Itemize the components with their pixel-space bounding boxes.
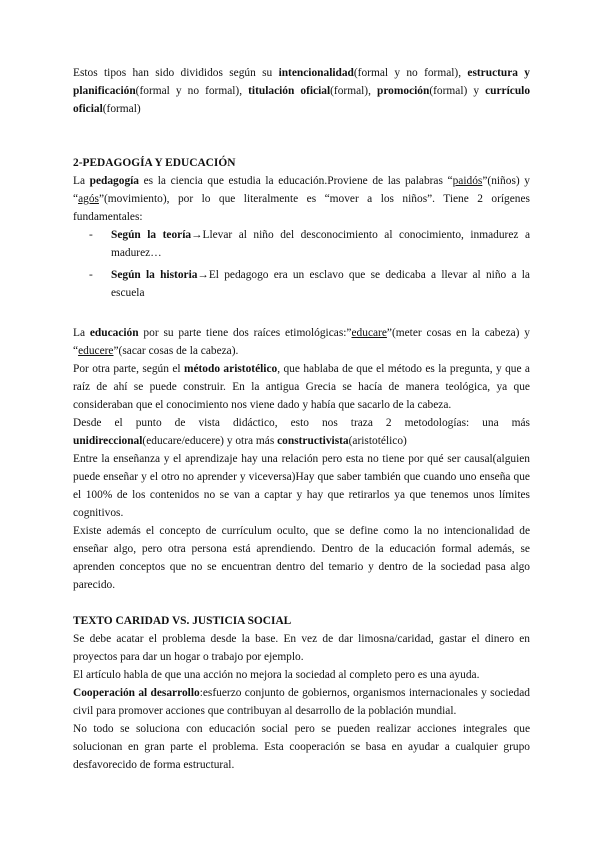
list-item	[73, 266, 530, 302]
caridad-paragraph-4: No todo se soluciona con educación social pero se pueden realizar acciones integrales que solucionan en gran parte el problema. Esta cooperación se basa en ayudar a cualquier grupo desfavorecido de forma estructural.	[73, 723, 530, 771]
text-run: (formal y no formal),	[135, 85, 249, 97]
text-run: (formal) y	[429, 85, 486, 97]
underlined-term: educere	[78, 345, 114, 357]
metodo-paragraph	[73, 360, 530, 414]
section-heading-pedagogia: 2-PEDAGOGÍA Y EDUCACIÓN	[73, 157, 236, 169]
bold-term: Según la teoría→	[111, 229, 203, 241]
text-run: (formal),	[330, 85, 377, 97]
text-run: La	[73, 175, 90, 187]
educacion-paragraph	[73, 324, 530, 360]
text-run: Desde el punto de vista didáctico, esto nos traza 2 metodologías: una más	[73, 417, 530, 429]
bold-term: Según la historia→	[111, 269, 209, 281]
metodologias-paragraph	[73, 414, 530, 450]
text-run: ”(sacar cosas de la cabeza).	[113, 345, 239, 357]
underlined-term: educare	[351, 327, 387, 339]
curriculum-paragraph: Existe además el concepto de currículum oculto, que se define como la no intencionalidad de enseñar algo, pero otra persona está aprendiendo. Dentro de la educación formal además, se aprenden conceptos que no se encuentran dentro del temario y dentro de la sociedad pasa algo parecido.	[73, 525, 530, 591]
text-run: es la ciencia que estudia la educación.Proviene de las palabras “	[139, 175, 453, 187]
text-run: Llevar al niño del desconocimiento al conocimiento, inmadurez a madurez…	[111, 229, 530, 259]
text-run: (formal)	[102, 103, 141, 115]
list-item	[73, 226, 530, 262]
text-run: por su parte tiene dos raíces etimológicas:”	[138, 327, 352, 339]
origins-list	[73, 226, 530, 302]
cooperacion-paragraph	[73, 684, 530, 720]
underlined-term: paidós	[452, 175, 483, 187]
text-run: Estos tipos han sido divididos según su	[73, 67, 279, 79]
caridad-paragraph-2: El artículo habla de que una acción no mejora la sociedad al completo pero es una ayuda.	[73, 669, 480, 681]
bold-term: método aristotélico	[183, 363, 278, 375]
text-run: El pedagogo era un esclavo que se dedicaba a llevar al niño a la escuela	[111, 269, 530, 299]
bold-term: titulación oficial	[248, 85, 331, 97]
section-heading-caridad: TEXTO CARIDAD VS. JUSTICIA SOCIAL	[73, 615, 292, 627]
bold-term: Cooperación al desarrollo	[73, 687, 200, 699]
text-run: , que hablaba de que el método es la pregunta, y que a raíz de ahí se puede construir. En la antigua Grecia se hacía de manera teológica, ya que consideraban que el conocimiento nos viene dado y había que sacarlo de la cabeza.	[73, 363, 530, 411]
text-run: La	[73, 327, 90, 339]
text-run: :esfuerzo conjunto de gobiernos, organismos internacionales y sociedad civil para promover acciones que contribuyan al desarrollo de la población mundial.	[73, 687, 530, 717]
text-run: (aristotélico)	[348, 435, 407, 447]
bold-term: pedagogía	[89, 175, 140, 187]
text-run: ”(niños) y “	[73, 175, 530, 205]
caridad-paragraph-1: Se debe acatar el problema desde la base. En vez de dar limosna/caridad, gastar el dinero en proyectos para dar un hogar o trabajo por ejemplo.	[73, 633, 530, 663]
pedagogia-paragraph	[73, 172, 530, 226]
document-page	[73, 64, 530, 774]
bold-term: constructivista	[277, 435, 349, 447]
underlined-term: agós	[78, 193, 99, 205]
bold-term: unidireccional	[73, 435, 143, 447]
bold-term: educación	[89, 327, 139, 339]
text-run: ”(meter cosas en la cabeza) y “	[73, 327, 531, 357]
text-run: (educare/educere) y otra más	[142, 435, 278, 447]
ensenanza-paragraph: Entre la enseñanza y el aprendizaje hay una relación pero esta no tiene por qué ser causal(alguien puede enseñar y el otro no aprender y viceversa)Hay que saber también que cuando uno enseña que el 100% de los contenidos no se van a captar y hay que retirarlos ya que tenemos unos límites cognitivos.	[73, 453, 530, 519]
text-run: Por otra parte, según el	[73, 363, 184, 375]
text-run: ”(movimiento), por lo que literalmente es “mover a los niños”. Tiene 2 orígenes fundamentales:	[73, 193, 530, 223]
bold-term: currículo oficial	[73, 85, 531, 115]
text-run: (formal y no formal),	[353, 67, 468, 79]
intro-paragraph	[73, 64, 530, 118]
bold-term: intencionalidad	[278, 67, 354, 79]
bold-term: promoción	[377, 85, 430, 97]
bold-term: estructura y planificación	[73, 67, 531, 97]
